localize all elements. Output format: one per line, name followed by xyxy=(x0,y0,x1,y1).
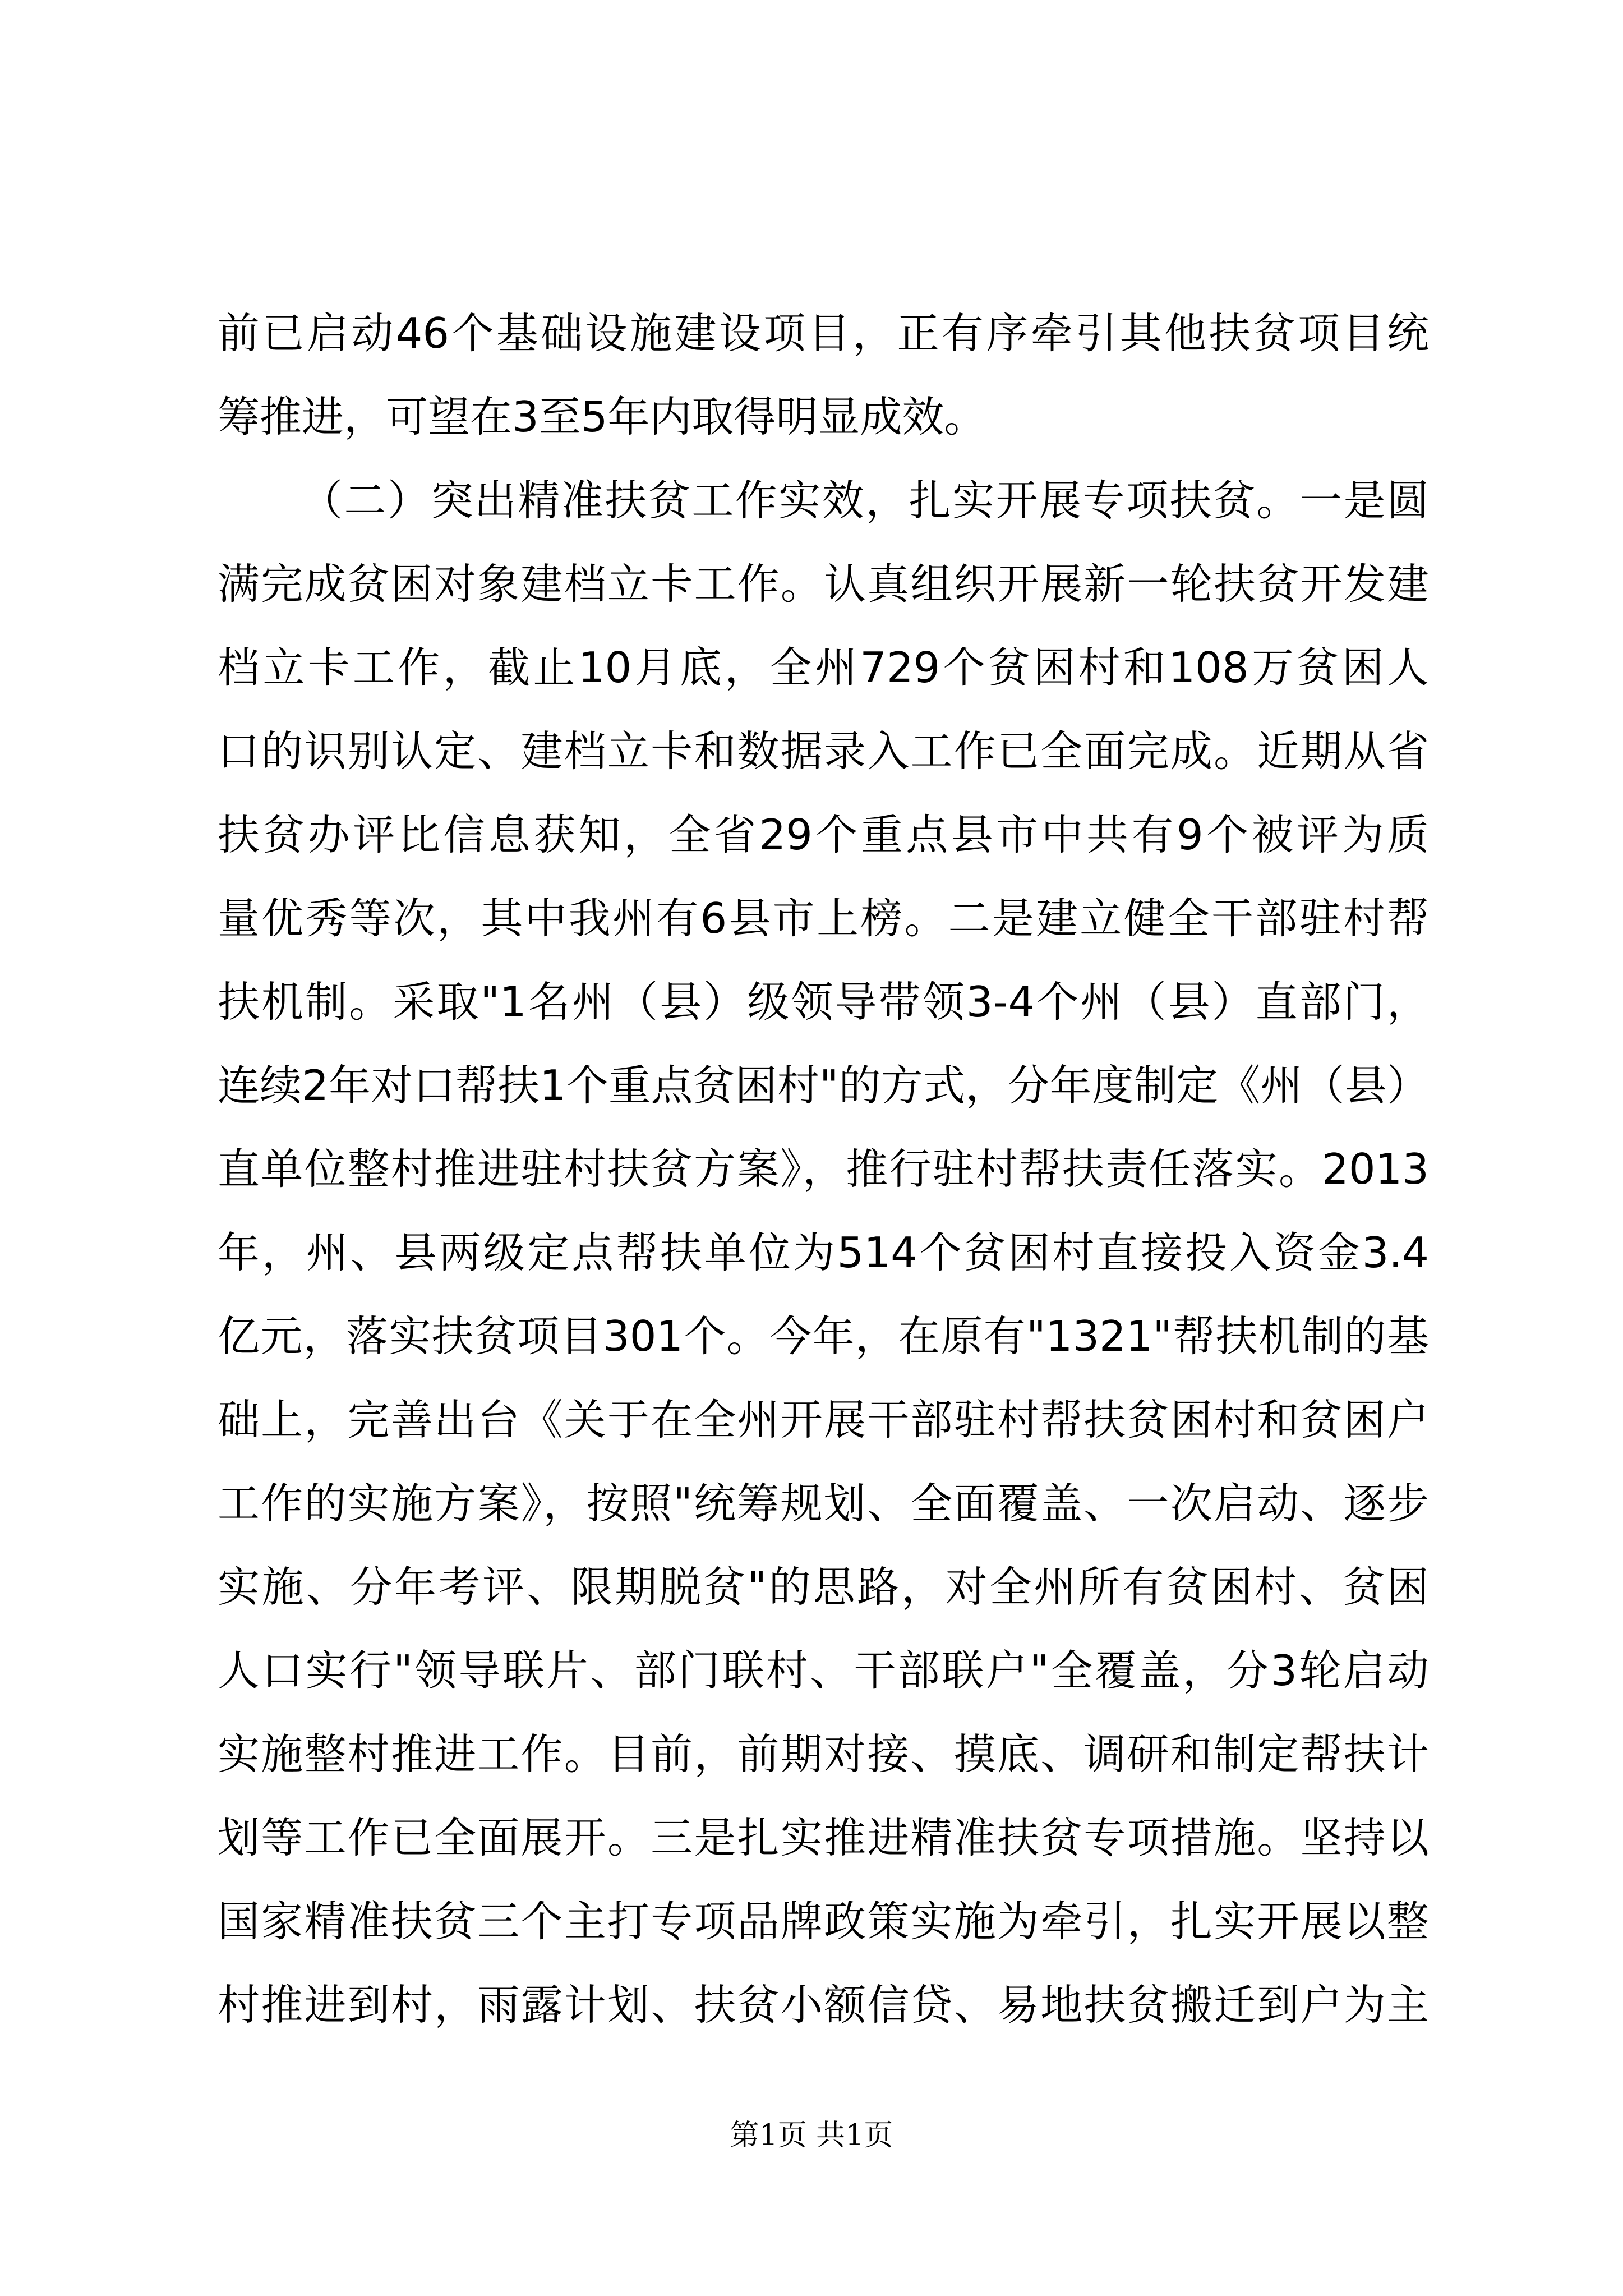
text-line: 国家精准扶贫三个主打专项品牌政策实施为牵引，扎实开展以整 xyxy=(218,1897,1429,1946)
text-line: 满完成贫困对象建档立卡工作。认真组织开展新一轮扶贫开发建 xyxy=(218,559,1429,609)
text-line: 前已启动46个基础设施建设项目，正有序牵引其他扶贫项目统 xyxy=(218,309,1429,358)
text-line: 连续2年对口帮扶1个重点贫困村"的方式，分年度制定《州（县） xyxy=(218,1061,1429,1110)
text-line: 础上，完善出台《关于在全州开展干部驻村帮扶贫困村和贫困户 xyxy=(218,1395,1429,1444)
text-line: 村推进到村，雨露计划、扶贫小额信贷、易地扶贫搬迁到户为主 xyxy=(218,1980,1429,2030)
text-line: 亿元，落实扶贫项目301个。今年，在原有"1321"帮扶机制的基 xyxy=(218,1312,1429,1361)
text-line: 量优秀等次，其中我州有6县市上榜。二是建立健全干部驻村帮 xyxy=(218,894,1429,943)
text-line: 人口实行"领导联片、部门联村、干部联户"全覆盖，分3轮启动 xyxy=(218,1646,1429,1695)
text-line: 直单位整村推进驻村扶贫方案》，推行驻村帮扶责任落实。2013 xyxy=(218,1144,1429,1194)
text-line: 档立卡工作，截止10月底，全州729个贫困村和108万贫困人 xyxy=(218,643,1429,692)
text-line: 口的识别认定、建档立卡和数据录入工作已全面完成。近期从省 xyxy=(218,726,1429,776)
text-line: （二）突出精准扶贫工作实效，扎实开展专项扶贫。一是圆 xyxy=(301,476,1429,525)
text-line: 扶贫办评比信息获知，全省29个重点县市中共有9个被评为质 xyxy=(218,810,1429,859)
text-line: 工作的实施方案》，按照"统筹规划、全面覆盖、一次启动、逐步 xyxy=(218,1479,1429,1528)
text-line: 筹推进，可望在3至5年内取得明显成效。 xyxy=(218,392,986,441)
text-line: 年，州、县两级定点帮扶单位为514个贫困村直接投入资金3.4 xyxy=(218,1228,1429,1277)
page-footer: 第1页 共1页 xyxy=(730,2119,893,2152)
text-line: 实施、分年考评、限期脱贫"的思路，对全州所有贫困村、贫困 xyxy=(218,1562,1429,1612)
text-line: 实施整村推进工作。目前，前期对接、摸底、调研和制定帮扶计 xyxy=(218,1729,1429,1779)
text-line: 划等工作已全面展开。三是扎实推进精准扶贫专项措施。坚持以 xyxy=(218,1813,1429,1862)
document-body xyxy=(218,292,1429,2047)
text-line: 扶机制。采取"1名州（县）级领导带领3-4个州（县）直部门， xyxy=(218,977,1429,1027)
